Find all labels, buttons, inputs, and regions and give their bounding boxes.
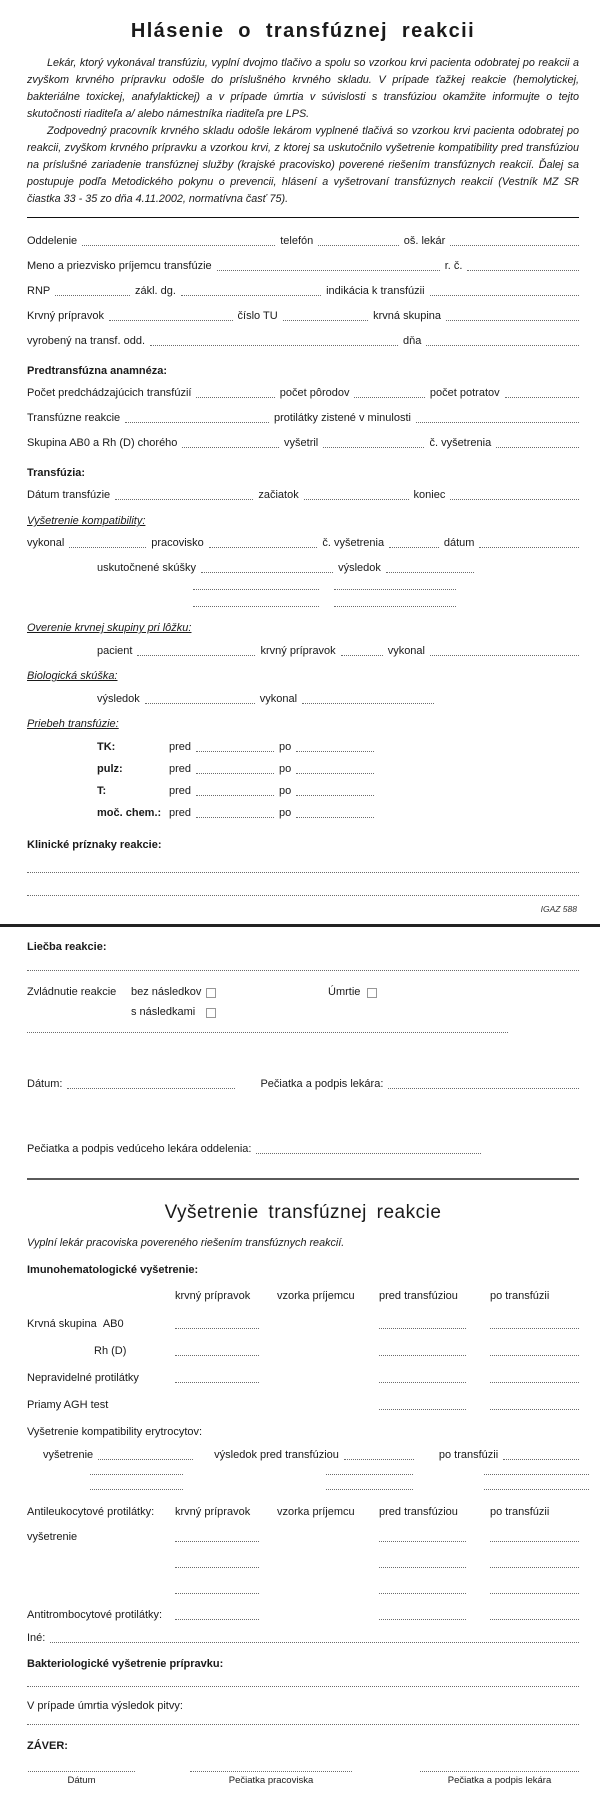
fill-line	[326, 1474, 413, 1475]
immuno-row-irregular-antibodies	[27, 1369, 579, 1385]
after-transfusion-label: po transfúzii	[438, 1449, 499, 1461]
fill-line	[446, 320, 579, 321]
exam-label: vyšetrenie	[27, 1531, 78, 1543]
other-label: Iné:	[27, 1632, 46, 1644]
fill-line	[196, 751, 274, 752]
workplace-label: pracovisko	[151, 537, 204, 549]
bp-label: TK:	[97, 741, 116, 753]
section-compatibility: Vyšetrenie kompatibility:	[27, 515, 146, 527]
fill-line	[145, 703, 255, 704]
fill-line	[193, 589, 319, 590]
fill-line	[90, 1489, 183, 1490]
checkbox-no-consequences[interactable]	[206, 988, 216, 998]
fill-line	[296, 773, 374, 774]
fill-line	[318, 245, 398, 246]
fill-line	[27, 1724, 579, 1725]
autopsy-line	[27, 1724, 579, 1727]
abortions-count-label: počet potratov	[429, 387, 500, 399]
fill-line	[98, 1459, 193, 1460]
fill-line	[201, 572, 333, 573]
page2-title: Vyšetrenie transfúznej reakcie	[164, 1202, 442, 1223]
fill-line	[27, 1032, 508, 1033]
fill-line	[490, 1528, 579, 1542]
patient-group-label: Skupina AB0 a Rh (D) chorého	[27, 437, 178, 449]
outcome-death	[328, 986, 377, 999]
antileuko-extra-row	[27, 1580, 579, 1596]
autopsy-label: V prípade úmrtia výsledok pitvy:	[27, 1700, 183, 1712]
section-transfusion: Transfúzia:	[27, 467, 86, 479]
fill-line	[175, 1606, 259, 1620]
blood-product-label: krvný prípravok	[260, 645, 336, 657]
fill-line	[27, 1686, 579, 1687]
tu-number-label: číslo TU	[237, 310, 278, 322]
with-consequences-label: s následkami	[131, 1006, 196, 1018]
performed-by-label: vykonal	[27, 537, 65, 549]
fill-line	[490, 1396, 579, 1410]
signature-date	[28, 1759, 135, 1786]
col-before-transfusion: pred transfúziou	[379, 1506, 458, 1518]
field-row-temp	[27, 785, 579, 798]
immuno-row-rhd	[27, 1342, 579, 1358]
before-label: pred	[169, 785, 192, 797]
fill-line	[209, 547, 318, 548]
col-blood-product: krvný prípravok	[175, 1506, 251, 1518]
rhd-label: Rh (D)	[94, 1345, 127, 1357]
examined-by-label: vyšetril	[284, 437, 319, 449]
treatment-line	[27, 970, 579, 973]
fill-line	[304, 499, 409, 500]
field-row-date-signature	[27, 1078, 579, 1091]
fill-line	[182, 447, 279, 448]
after-label: po	[279, 785, 292, 797]
fill-line	[196, 397, 274, 398]
fill-line	[90, 1474, 183, 1475]
date-label: Dátum:	[27, 1078, 63, 1090]
section-conclusion: ZÁVER:	[27, 1740, 68, 1752]
fill-line	[175, 1528, 259, 1542]
fill-line	[323, 447, 424, 448]
fill-line	[196, 817, 274, 818]
intro-text	[27, 55, 579, 208]
section-divider	[27, 1178, 579, 1180]
produced-at-label: vyrobený na transf. odd.	[27, 335, 146, 347]
recipient-name-label: Meno a priezvisko príjemcu transfúzie	[27, 260, 212, 272]
fill-line	[283, 320, 368, 321]
col-recipient-sample: vzorka príjemcu	[277, 1290, 355, 1302]
signature-line	[420, 1759, 579, 1772]
signature-workplace-stamp	[190, 1759, 352, 1786]
section-clinical-signs: Klinické príznaky reakcie:	[27, 839, 162, 851]
fill-line	[196, 795, 274, 796]
fill-line	[82, 245, 275, 246]
before-label: pred	[169, 807, 192, 819]
fill-line	[256, 1153, 481, 1154]
fill-line	[503, 1459, 579, 1460]
autopsy-row	[27, 1700, 579, 1713]
births-count-label: počet pôrodov	[279, 387, 350, 399]
end-label: koniec	[413, 489, 446, 501]
form-code: IGAZ 588	[540, 904, 577, 914]
checkbox-death[interactable]	[367, 988, 377, 998]
fill-line	[217, 270, 440, 271]
antithrombocyte-label: Antitrombocytové protilátky:	[27, 1609, 163, 1621]
intro-paragraph-1: Lekár, ktorý vykonával transfúziu, vyplní dvojmo tlačivo a spolu so vzorkou krvi pacienta odobratej po reakcii a zvyškom krvného prípravku odošle do príslušného krvného skladu. V prípade ťažkej reakcie (hemolytickej, bakteriálne toxickej, anafylaktickej) a v prípade úmrtia v súvislosti s transfúziou okamžite informujte o tejto skutočnosti riaditeľa a/ alebo námestníka riaditeľa pre LPS.	[27, 57, 579, 120]
fill-line	[125, 422, 269, 423]
date-label: dňa	[403, 335, 422, 347]
section-course: Priebeh transfúzie:	[27, 718, 119, 730]
fill-line	[379, 1606, 466, 1620]
fill-line	[109, 320, 232, 321]
page1-title: Hlásenie o transfúznej reakcii	[130, 20, 476, 42]
fill-line	[479, 547, 579, 548]
date-label: dátum	[443, 537, 475, 549]
performed-by-label: vykonal	[387, 645, 425, 657]
page2-note: Vyplní lekár pracoviska povereného riešením transfúznych reakcií.	[27, 1237, 345, 1249]
fill-line	[388, 1088, 579, 1089]
after-label: po	[279, 807, 292, 819]
field-row-rnp	[27, 285, 579, 298]
fill-line	[386, 572, 474, 573]
ab0-label: AB0	[102, 1318, 124, 1330]
field-row-biological	[27, 693, 579, 706]
doctor-stamp-label: Pečiatka a podpis lekára:	[260, 1078, 384, 1090]
fill-line	[27, 895, 579, 896]
erythrocyte-compat-label: Vyšetrenie kompatibility erytrocytov:	[27, 1426, 203, 1438]
exam-number-label: č. vyšetrenia	[429, 437, 492, 449]
exam-label: vyšetrenie	[43, 1449, 94, 1461]
death-label: Úmrtie	[328, 986, 361, 998]
reaction-outcome-label: Zvládnutie reakcie	[27, 986, 117, 998]
fill-line	[334, 589, 456, 590]
phone-label: telefón	[280, 235, 314, 247]
fill-line	[115, 499, 253, 500]
fill-line	[181, 295, 321, 296]
section-biological-test: Biologická skúška:	[27, 670, 118, 682]
ward-doctor-label: oš. lekár	[403, 235, 446, 247]
field-row-recipient-name	[27, 260, 579, 273]
field-row-pulse	[27, 763, 579, 776]
field-row-blood-product	[27, 310, 579, 323]
section-erythrocyte-compatibility	[27, 1426, 579, 1439]
fill-line	[193, 606, 319, 607]
field-row-tests-extra	[27, 606, 579, 609]
field-row-other	[27, 1632, 579, 1645]
blood-group-label: Krvná skupina	[27, 1318, 97, 1330]
fill-line	[379, 1315, 466, 1329]
fill-line	[296, 795, 374, 796]
field-row-prev-transfusions	[27, 387, 579, 400]
signature-doctor-label: Pečiatka a podpis lekára	[447, 1775, 552, 1786]
signature-date-label: Dátum	[67, 1775, 96, 1786]
fill-line	[50, 1642, 579, 1643]
outcome-no-consequences	[131, 986, 328, 999]
fill-line	[490, 1315, 579, 1329]
field-row-bedside	[27, 645, 579, 658]
fill-line	[302, 703, 434, 704]
result-label: výsledok	[97, 693, 140, 705]
fill-line	[450, 499, 579, 500]
no-consequences-label: bez následkov	[131, 986, 202, 998]
fill-line	[326, 1489, 413, 1490]
signature-workplace-label: Pečiatka pracoviska	[228, 1775, 314, 1786]
blood-group-label: krvná skupina	[373, 310, 442, 322]
row-label	[27, 1318, 175, 1331]
signature-line	[28, 1759, 135, 1772]
section-bacteriology: Bakteriologické vyšetrenie prípravku:	[27, 1658, 224, 1670]
field-row-urine	[27, 807, 579, 820]
antileuko-header-row	[27, 1506, 579, 1519]
immuno-row-ab0	[27, 1315, 579, 1331]
section-treatment: Liečba reakcie:	[27, 941, 107, 953]
field-row-tests-extra	[27, 589, 579, 592]
fill-line	[67, 1088, 235, 1089]
fill-line	[27, 970, 579, 971]
fill-line	[496, 447, 579, 448]
fill-line	[416, 422, 579, 423]
fill-line	[490, 1580, 579, 1594]
before-label: pred	[169, 741, 192, 753]
antileuko-exam-row	[27, 1528, 579, 1544]
fill-line	[175, 1554, 259, 1568]
fill-line	[426, 345, 579, 346]
bacteriology-line	[27, 1686, 579, 1689]
checkbox-with-consequences[interactable]	[206, 1008, 216, 1018]
fill-line	[490, 1554, 579, 1568]
page-divider	[0, 924, 600, 927]
section-bedside-check: Overenie krvnej skupiny pri lôžku:	[27, 622, 192, 634]
field-row-patient-group	[27, 437, 579, 450]
fill-line	[490, 1342, 579, 1356]
immuno-header-row	[27, 1290, 579, 1303]
field-row-tests-performed	[27, 562, 579, 575]
field-row-with-consequences	[27, 1006, 579, 1019]
exam-number-label: č. vyšetrenia	[322, 537, 385, 549]
rnp-label: RNP	[27, 285, 51, 297]
signature-block	[28, 1759, 579, 1798]
field-row-reaction-outcome	[27, 986, 579, 999]
fill-line	[490, 1369, 579, 1383]
field-row-produced-at	[27, 335, 579, 348]
irregular-antibodies-label: Nepravidelné protilátky	[27, 1372, 139, 1384]
field-row-department	[27, 235, 579, 248]
fill-line	[379, 1580, 466, 1594]
fill-line	[379, 1342, 466, 1356]
fill-line	[334, 606, 456, 607]
before-label: pred	[169, 763, 192, 775]
fill-line	[379, 1528, 466, 1542]
antileukocyte-label: Antileukocytové protilátky:	[27, 1506, 155, 1518]
fill-line	[296, 751, 374, 752]
after-label: po	[279, 741, 292, 753]
immuno-row-direct-agh	[27, 1396, 579, 1412]
clinical-signs-line	[27, 895, 579, 898]
pulse-label: pulz:	[97, 763, 123, 775]
fill-line	[296, 817, 374, 818]
fill-line	[484, 1489, 589, 1490]
indication-label: indikácia k transfúzii	[326, 285, 425, 297]
signature-doctor-stamp	[420, 1759, 579, 1786]
start-label: začiatok	[258, 489, 299, 501]
basic-dg-label: zákl. dg.	[134, 285, 176, 297]
fill-line	[196, 773, 274, 774]
fill-line	[379, 1369, 466, 1383]
section-anamnesis: Predtransfúzna anamnéza:	[27, 365, 167, 377]
fill-line	[430, 295, 579, 296]
fill-line	[175, 1342, 259, 1356]
fill-line	[450, 245, 579, 246]
result-before-label: výsledok pred transfúziou	[214, 1449, 339, 1461]
performed-by-label: vykonal	[259, 693, 298, 705]
fill-line	[344, 1459, 414, 1460]
field-row-transfusion-date	[27, 489, 579, 502]
antileuko-extra-row	[27, 1554, 579, 1570]
fill-line	[379, 1554, 466, 1568]
field-row-head-doctor-signature	[27, 1143, 579, 1156]
fill-line	[341, 655, 383, 656]
past-antibodies-label: protilátky zistené v minulosti	[274, 412, 411, 424]
fill-line	[467, 270, 579, 271]
fill-line	[389, 547, 439, 548]
fill-line	[175, 1580, 259, 1594]
fill-line	[150, 345, 398, 346]
head-doctor-stamp-label: Pečiatka a podpis vedúceho lekára oddelenia:	[27, 1143, 252, 1155]
prev-transfusions-label: Počet predchádzajúcich transfúzií	[27, 387, 192, 399]
col-recipient-sample: vzorka príjemcu	[277, 1506, 355, 1518]
antithrombocyte-row	[27, 1606, 579, 1622]
patient-label: pacient	[97, 645, 133, 657]
fill-line	[484, 1474, 589, 1475]
blood-product-label: Krvný prípravok	[27, 310, 105, 322]
fill-line	[490, 1606, 579, 1620]
department-label: Oddelenie	[27, 235, 78, 247]
outcome-line	[27, 1032, 579, 1035]
transfusion-date-label: Dátum transfúzie	[27, 489, 111, 501]
ery-row-3	[27, 1489, 579, 1492]
signature-line	[190, 1759, 352, 1772]
field-row-transfusion-reactions	[27, 412, 579, 425]
divider	[27, 217, 579, 218]
intro-paragraph-2: Zodpovedný pracovník krvného skladu odošle lekárom vyplnené tlačivá so vzorkou krvi pacienta odobratej po reakcii, zvyškom krvného prípravku a vzorkou krvi, z ktorej sa uskutočnilo vyšetrenie kompatibility pred transfúziou na príslušné zariadenie transfúznej služby (krajské pracovisko) poverené riešením transfúznych reakcií. Ďalej sa postupuje podľa Metodického pokynu o prevencii, hlásení a vyšetrovaní transfúznych reakcií (Vestník MZ SR čiastka 33 - 35 zo dňa 4.11.2002, normatívna časť 75).	[27, 125, 579, 205]
fill-line	[137, 655, 255, 656]
fill-line	[55, 295, 130, 296]
after-label: po	[279, 763, 292, 775]
transfusion-reactions-label: Transfúzne reakcie	[27, 412, 121, 424]
col-blood-product: krvný prípravok	[175, 1290, 251, 1302]
urine-chem-label: moč. chem.:	[97, 807, 162, 819]
fill-line	[430, 655, 579, 656]
temp-label: T:	[97, 785, 107, 797]
fill-line	[379, 1396, 466, 1410]
direct-agh-label: Priamy AGH test	[27, 1399, 109, 1411]
fill-line	[354, 397, 424, 398]
tests-performed-label: uskutočnené skúšky	[97, 562, 197, 574]
col-after-transfusion: po transfúzii	[490, 1506, 550, 1518]
fill-line	[505, 397, 579, 398]
fill-line	[175, 1369, 259, 1383]
clinical-signs-line	[27, 872, 579, 875]
field-row-bp	[27, 741, 579, 754]
section-immunohematology: Imunohematologické vyšetrenie:	[27, 1264, 199, 1276]
fill-line	[175, 1315, 259, 1329]
ery-row-2	[27, 1474, 579, 1477]
col-before-transfusion: pred transfúziou	[379, 1290, 458, 1302]
fill-line	[69, 547, 146, 548]
ery-row-1	[27, 1449, 579, 1462]
field-row-compat-performed	[27, 537, 579, 550]
fill-line	[27, 872, 579, 873]
result-label: výsledok	[338, 562, 381, 574]
col-after-transfusion: po transfúzii	[490, 1290, 550, 1302]
birth-number-label: r. č.	[444, 260, 463, 272]
